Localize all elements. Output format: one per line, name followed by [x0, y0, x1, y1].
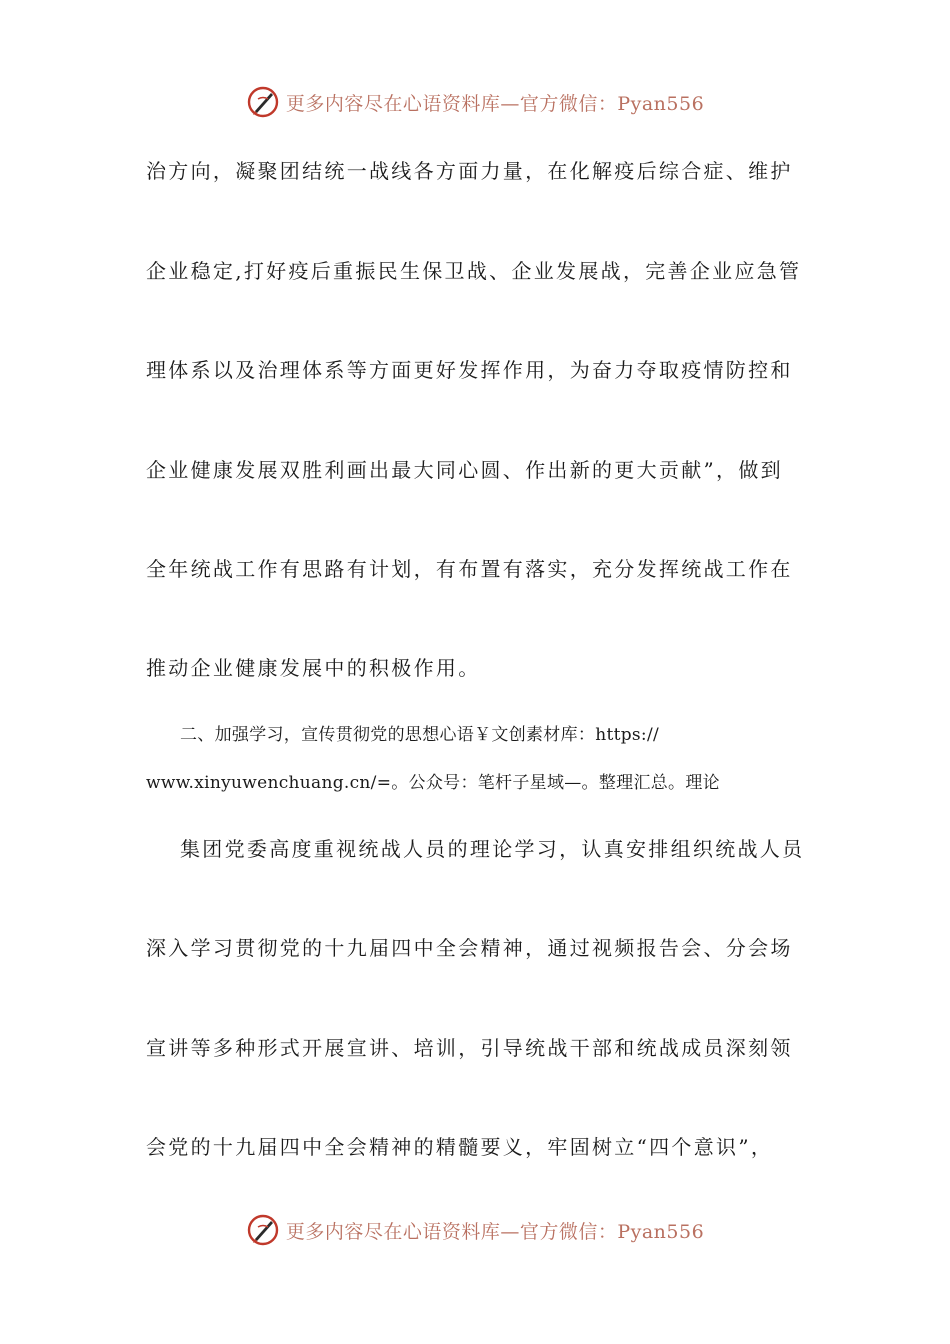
body-line-4: 企业健康发展双胜利画出最大同心圆、作出新的更大贡献”，做到 [146, 458, 783, 482]
body-line-5: 全年统战工作有思路有计划，有布置有落实，充分发挥统战工作在 [146, 557, 793, 581]
body-line-9: 集团党委高度重视统战人员的理论学习，认真安排组织统战人员 [180, 837, 805, 861]
footer-banner-text: 更多内容尽在心语资料库—官方微信：Pyan556 [285, 1220, 705, 1243]
body-line-1: 治方向，凝聚团结统一战线各方面力量，在化解疫后综合症、维护 [146, 159, 793, 183]
section-heading-line-1: 二、加强学习，宣传贯彻党的思想心语￥文创素材库：https:// [180, 725, 659, 745]
body-line-2: 企业稳定,打好疫后重振民生保卫战、企业发展战，完善企业应急管 [146, 259, 802, 283]
body-line-11: 宣讲等多种形式开展宣讲、培训，引导统战干部和统战成员深刻领 [146, 1036, 793, 1060]
header-banner-text: 更多内容尽在心语资料库—官方微信：Pyan556 [285, 92, 705, 115]
body-line-6: 推动企业健康发展中的积极作用。 [146, 656, 481, 680]
header-banner [0, 82, 950, 122]
header-banner-inner [246, 85, 704, 119]
body-line-10: 深入学习贯彻党的十九届四中全会精神，通过视频报告会、分会场 [146, 936, 793, 960]
pen-logo-icon [246, 85, 280, 119]
footer-banner-inner [246, 1213, 704, 1247]
pen-logo-icon [246, 1213, 280, 1247]
body-line-3: 理体系以及治理体系等方面更好发挥作用，为奋力夺取疫情防控和 [146, 358, 793, 382]
footer-banner [0, 1210, 950, 1250]
body-line-12: 会党的十九届四中全会精神的精髓要义，牢固树立“四个意识”， [146, 1135, 774, 1159]
section-heading-line-2: www.xinyuwenchuang.cn/=。公众号：笔杆子星域—。整理汇总。理论 [146, 773, 720, 793]
